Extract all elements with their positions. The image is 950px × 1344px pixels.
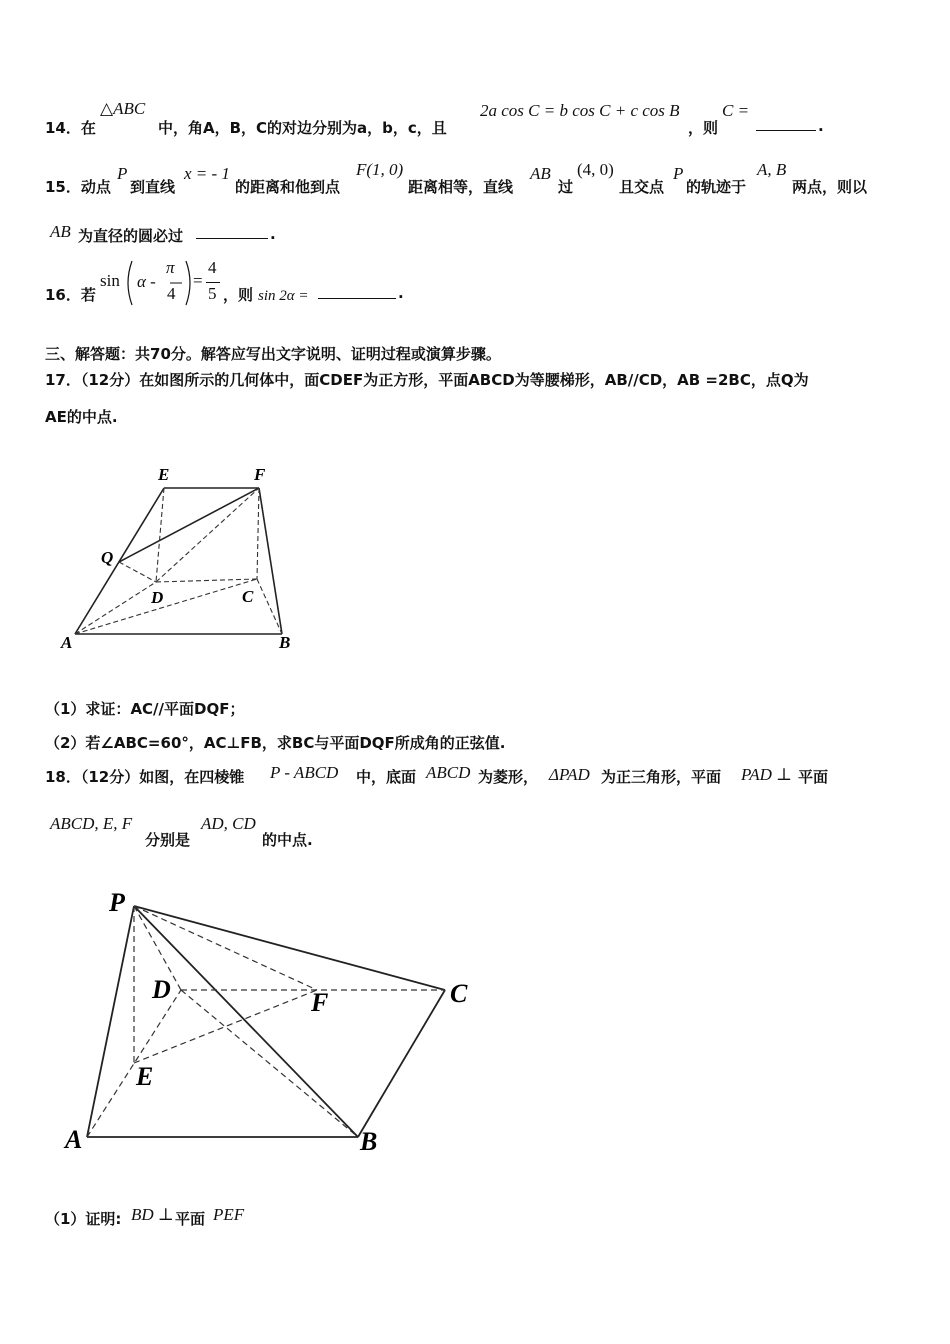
- q18-number: 18．（12分）如图，在四棱锥: [45, 768, 245, 786]
- q14-then: ，则: [688, 119, 719, 137]
- q15-number: 15．动点: [45, 178, 111, 196]
- q16-equals: =: [193, 271, 203, 290]
- q15-line-eq: x = - 1: [184, 164, 230, 183]
- section-heading: 三、解答题：共70分。解答应写出文字说明、证明过程或演算步骤。: [45, 345, 501, 363]
- q15-text8: 为直径的圆必过: [78, 227, 184, 245]
- q16-alpha: α -: [137, 272, 156, 291]
- q18-sub1-pef: PEF: [213, 1205, 245, 1224]
- label-c: C: [242, 587, 254, 606]
- edge-ed: [156, 488, 164, 582]
- q14-answer-blank[interactable]: [756, 130, 816, 131]
- q18-text2: 为菱形，: [478, 768, 539, 786]
- label-a: A: [65, 1125, 83, 1154]
- q15-ab: AB: [530, 164, 551, 183]
- q16-sin2a: sin 2α =: [258, 288, 309, 304]
- label-c: C: [450, 979, 468, 1008]
- q16-sin: sin: [100, 271, 120, 290]
- label-q: Q: [101, 548, 114, 567]
- label-d: D: [152, 975, 171, 1004]
- q17-line2: AE的中点.: [45, 408, 118, 426]
- label-f: F: [311, 988, 329, 1017]
- q18-sub1-text: 平面: [175, 1210, 206, 1228]
- edge-bc: [358, 990, 445, 1137]
- q15-p2: P: [673, 164, 684, 183]
- q14-number: 14．在: [45, 119, 96, 137]
- label-f: F: [254, 465, 266, 484]
- q15-text3: 距离相等，直线: [408, 178, 514, 196]
- q18-adcd: AD, CD: [201, 814, 256, 833]
- q15-text2: 的距离和他到点: [235, 178, 341, 196]
- q17-sub2: （2）若∠ABC=60°，AC⊥FB，求BC与平面DQF所成角的正弦值.: [45, 734, 506, 752]
- q17-figure: [55, 462, 305, 657]
- label-d: D: [151, 588, 164, 607]
- q15-ab2: AB: [50, 222, 71, 241]
- q17-line1: 17．（12分）在如图所示的几何体中，面CDEF为正方形，平面ABCD为等腰梯形，AB//CD，AB =2BC，点Q为: [45, 371, 809, 389]
- q18-pabcd: P - ABCD: [270, 763, 339, 782]
- edge-ad: [75, 582, 156, 634]
- q15-text7: 两点，则以: [792, 178, 868, 196]
- q16-pi: π: [166, 258, 175, 277]
- q18-sub1-label: （1）证明:: [45, 1210, 122, 1228]
- edge-fb: [259, 488, 282, 634]
- q16-answer-blank[interactable]: [318, 298, 396, 299]
- label-b: B: [279, 633, 291, 652]
- q18-abcd: ABCD: [426, 763, 471, 782]
- q15-text6: 的轨迹于: [686, 178, 747, 196]
- q18-sub1-math: BD ⊥: [131, 1205, 174, 1224]
- q18-text5: 分别是: [145, 831, 191, 849]
- label-e: E: [136, 1062, 154, 1091]
- q15-ab-points: A, B: [757, 160, 787, 179]
- edge-qf: [119, 488, 259, 562]
- q16-four: 4: [167, 284, 176, 303]
- edge-fc: [257, 488, 259, 579]
- edge-db: [181, 990, 358, 1137]
- edge-qd: [119, 562, 156, 582]
- q16-number: 16．若: [45, 286, 96, 304]
- q15-text1: 到直线: [130, 178, 176, 196]
- q18-text4: 平面: [798, 768, 829, 786]
- q16-then: ，则: [223, 286, 254, 304]
- q14-text: 中，角A，B，C的对边分别为a，b，c，且: [158, 119, 447, 137]
- q14-dot: .: [818, 117, 824, 135]
- q18-text6: 的中点.: [262, 831, 313, 849]
- q18-pad: PAD ⊥: [741, 765, 793, 784]
- q16-frac-den: 5: [208, 284, 217, 303]
- q18-line2-math: ABCD, E, F: [50, 814, 133, 833]
- edge-pa: [87, 906, 134, 1137]
- q14-equation: 2a cos C = b cos C + c cos B: [480, 101, 680, 120]
- q15-point-f: F(1, 0): [356, 160, 404, 179]
- q15-p1: P: [117, 164, 128, 183]
- q16-paren: [124, 258, 194, 308]
- q14-triangle: △ABC: [100, 99, 146, 118]
- q18-text3: 为正三角形，平面: [601, 768, 722, 786]
- q17-sub1: （1）求证：AC//平面DQF；: [45, 700, 245, 718]
- q15-dot: .: [270, 225, 276, 243]
- edge-pb: [134, 906, 358, 1137]
- q15-text4: 过: [558, 178, 574, 196]
- q15-text5: 且交点: [619, 178, 665, 196]
- label-b: B: [360, 1127, 378, 1156]
- q16-frac-bar: [206, 282, 220, 283]
- q15-answer-blank[interactable]: [196, 238, 268, 239]
- edge-dc: [156, 579, 257, 582]
- label-e: E: [158, 465, 170, 484]
- q16-dot: .: [398, 284, 404, 302]
- q18-triangle: ΔPAD: [549, 765, 590, 784]
- edge-ac: [75, 579, 257, 634]
- q16-frac-num: 4: [208, 258, 217, 277]
- label-a: A: [61, 633, 73, 652]
- q18-figure: [55, 880, 485, 1160]
- q15-point: (4, 0): [577, 160, 614, 179]
- q14-c-eq: C =: [722, 101, 750, 120]
- label-p: P: [109, 888, 125, 917]
- q18-text1: 中，底面: [356, 768, 417, 786]
